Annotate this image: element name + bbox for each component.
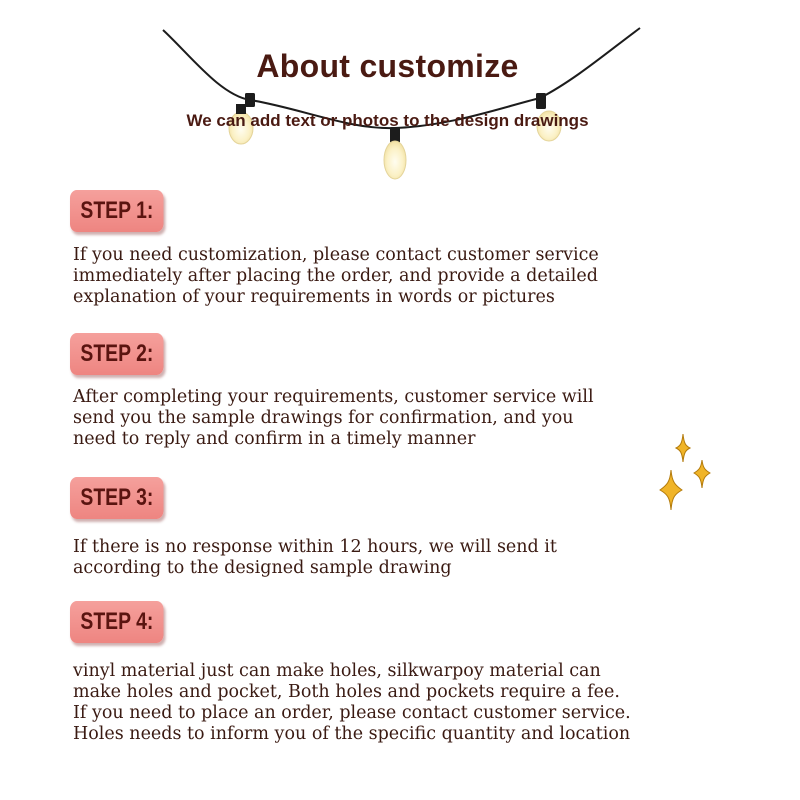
step-1-line-3: explanation of your requirements in words or pictures <box>73 287 555 307</box>
step-1-text <box>73 245 773 308</box>
step-3-text <box>73 537 773 579</box>
step-2-line-3: need to reply and confirm in a timely manner <box>73 429 476 449</box>
step-2-badge <box>70 333 164 375</box>
page-subtitle: We can add text or photos to the design drawings <box>186 111 589 130</box>
step-1-line-2: immediately after placing the order, and provide a detailed <box>73 266 598 286</box>
step-2-line-2: send you the sample drawings for confirmation, and you <box>73 408 574 428</box>
step-3-label: STEP 3: <box>80 484 154 511</box>
step-2-line-1: After completing your requirements, customer service will <box>73 387 594 407</box>
step-4-text <box>73 661 773 745</box>
step-3-badge <box>70 477 164 519</box>
string-lights-icon <box>0 0 800 200</box>
step-4-badge <box>70 601 164 643</box>
step-4-line-2: make holes and pocket, Both holes and pockets require a fee. <box>73 682 620 702</box>
step-1-label: STEP 1: <box>80 197 154 224</box>
step-1-badge <box>70 190 164 232</box>
step-4-line-3: If you need to place an order, please contact customer service. <box>73 703 631 723</box>
step-4-line-4: Holes needs to inform you of the specific quantity and location <box>73 724 631 744</box>
step-3-line-2: according to the designed sample drawing <box>73 558 452 578</box>
page-title: About customize <box>256 48 519 84</box>
step-3-line-1: If there is no response within 12 hours, we will send it <box>73 537 557 557</box>
step-2-label: STEP 2: <box>80 340 154 367</box>
step-4-label: STEP 4: <box>80 608 154 635</box>
sparkle-icon <box>650 428 720 518</box>
step-1-line-1: If you need customization, please contact customer service <box>73 245 599 265</box>
step-4-line-1: vinyl material just can make holes, silkwarpoy material can <box>73 661 601 681</box>
